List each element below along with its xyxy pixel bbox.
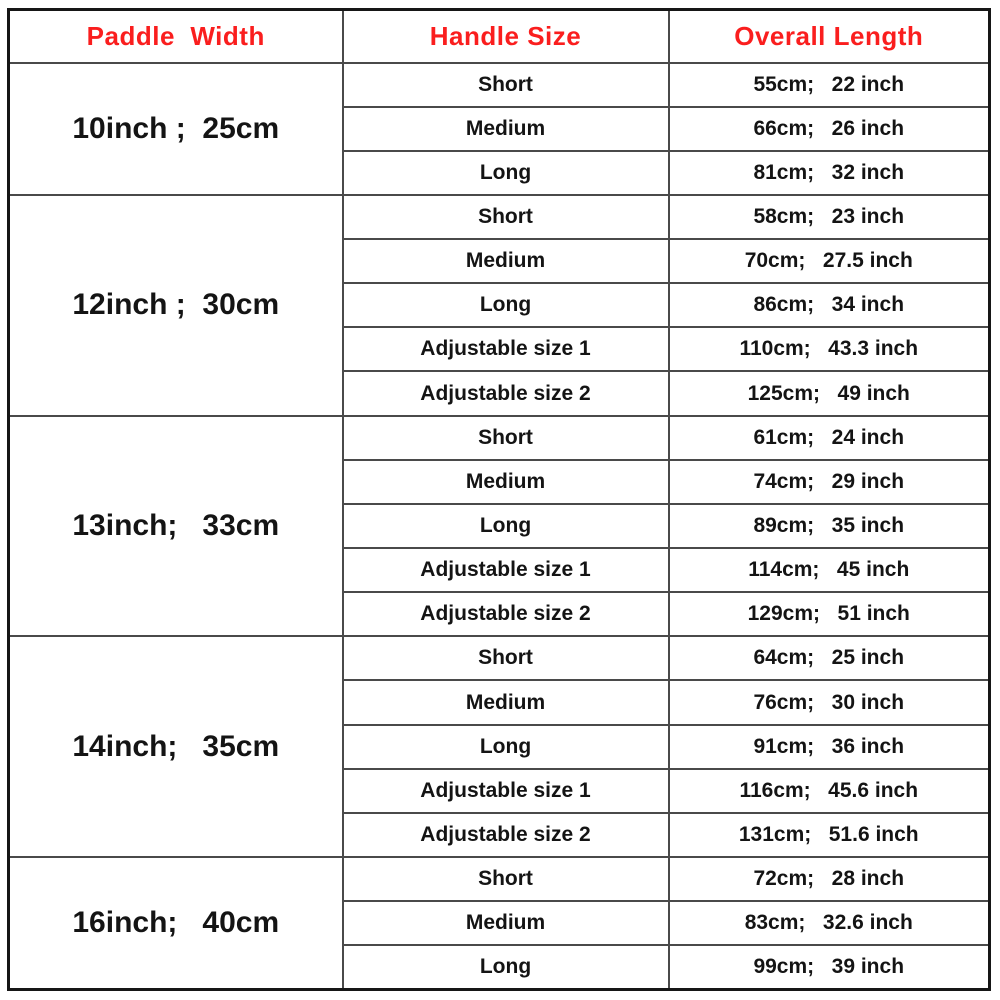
overall-length-cell: 114cm; 45 inch	[669, 548, 990, 592]
paddle-width-cell-12inch: 12inch ; 30cm	[9, 195, 343, 416]
handle-size-cell: Adjustable size 1	[343, 327, 669, 371]
handle-size-cell: Long	[343, 504, 669, 548]
handle-size-cell: Short	[343, 636, 669, 680]
handle-size-cell: Adjustable size 2	[343, 592, 669, 636]
table-row	[9, 636, 990, 680]
handle-size-cell: Adjustable size 1	[343, 548, 669, 592]
table-row	[9, 195, 990, 239]
table-body	[9, 63, 990, 990]
paddle-width-cell-14inch: 14inch; 35cm	[9, 636, 343, 857]
handle-size-cell: Long	[343, 151, 669, 195]
overall-length-cell: 86cm; 34 inch	[669, 283, 990, 327]
overall-length-cell: 74cm; 29 inch	[669, 460, 990, 504]
handle-size-cell: Adjustable size 1	[343, 769, 669, 813]
table-row	[9, 416, 990, 460]
overall-length-cell: 64cm; 25 inch	[669, 636, 990, 680]
handle-size-cell: Adjustable size 2	[343, 371, 669, 415]
overall-length-cell: 91cm; 36 inch	[669, 725, 990, 769]
handle-size-cell: Short	[343, 195, 669, 239]
handle-size-cell: Short	[343, 63, 669, 107]
overall-length-cell: 61cm; 24 inch	[669, 416, 990, 460]
column-header-paddle-width: Paddle Width	[9, 10, 343, 63]
paddle-width-cell-16inch: 16inch; 40cm	[9, 857, 343, 989]
handle-size-cell: Adjustable size 2	[343, 813, 669, 857]
overall-length-cell: 129cm; 51 inch	[669, 592, 990, 636]
overall-length-cell: 72cm; 28 inch	[669, 857, 990, 901]
overall-length-cell: 89cm; 35 inch	[669, 504, 990, 548]
overall-length-cell: 76cm; 30 inch	[669, 680, 990, 724]
table-row	[9, 857, 990, 901]
handle-size-cell: Medium	[343, 901, 669, 945]
overall-length-cell: 58cm; 23 inch	[669, 195, 990, 239]
overall-length-cell: 66cm; 26 inch	[669, 107, 990, 151]
overall-length-cell: 99cm; 39 inch	[669, 945, 990, 989]
table-row	[9, 63, 990, 107]
paddle-width-cell-10inch: 10inch ; 25cm	[9, 63, 343, 195]
header-row	[9, 10, 990, 63]
handle-size-cell: Medium	[343, 460, 669, 504]
overall-length-cell: 110cm; 43.3 inch	[669, 327, 990, 371]
handle-size-cell: Long	[343, 283, 669, 327]
size-chart-table	[7, 8, 991, 991]
handle-size-cell: Medium	[343, 239, 669, 283]
handle-size-cell: Short	[343, 416, 669, 460]
handle-size-cell: Long	[343, 945, 669, 989]
column-header-handle-size: Handle Size	[343, 10, 669, 63]
overall-length-cell: 83cm; 32.6 inch	[669, 901, 990, 945]
overall-length-cell: 125cm; 49 inch	[669, 371, 990, 415]
handle-size-cell: Medium	[343, 680, 669, 724]
column-header-overall-length: Overall Length	[669, 10, 990, 63]
overall-length-cell: 116cm; 45.6 inch	[669, 769, 990, 813]
handle-size-cell: Short	[343, 857, 669, 901]
overall-length-cell: 131cm; 51.6 inch	[669, 813, 990, 857]
paddle-width-cell-13inch: 13inch; 33cm	[9, 416, 343, 637]
handle-size-cell: Long	[343, 725, 669, 769]
overall-length-cell: 81cm; 32 inch	[669, 151, 990, 195]
table-header	[9, 10, 990, 63]
overall-length-cell: 70cm; 27.5 inch	[669, 239, 990, 283]
size-chart	[7, 8, 988, 991]
overall-length-cell: 55cm; 22 inch	[669, 63, 990, 107]
handle-size-cell: Medium	[343, 107, 669, 151]
